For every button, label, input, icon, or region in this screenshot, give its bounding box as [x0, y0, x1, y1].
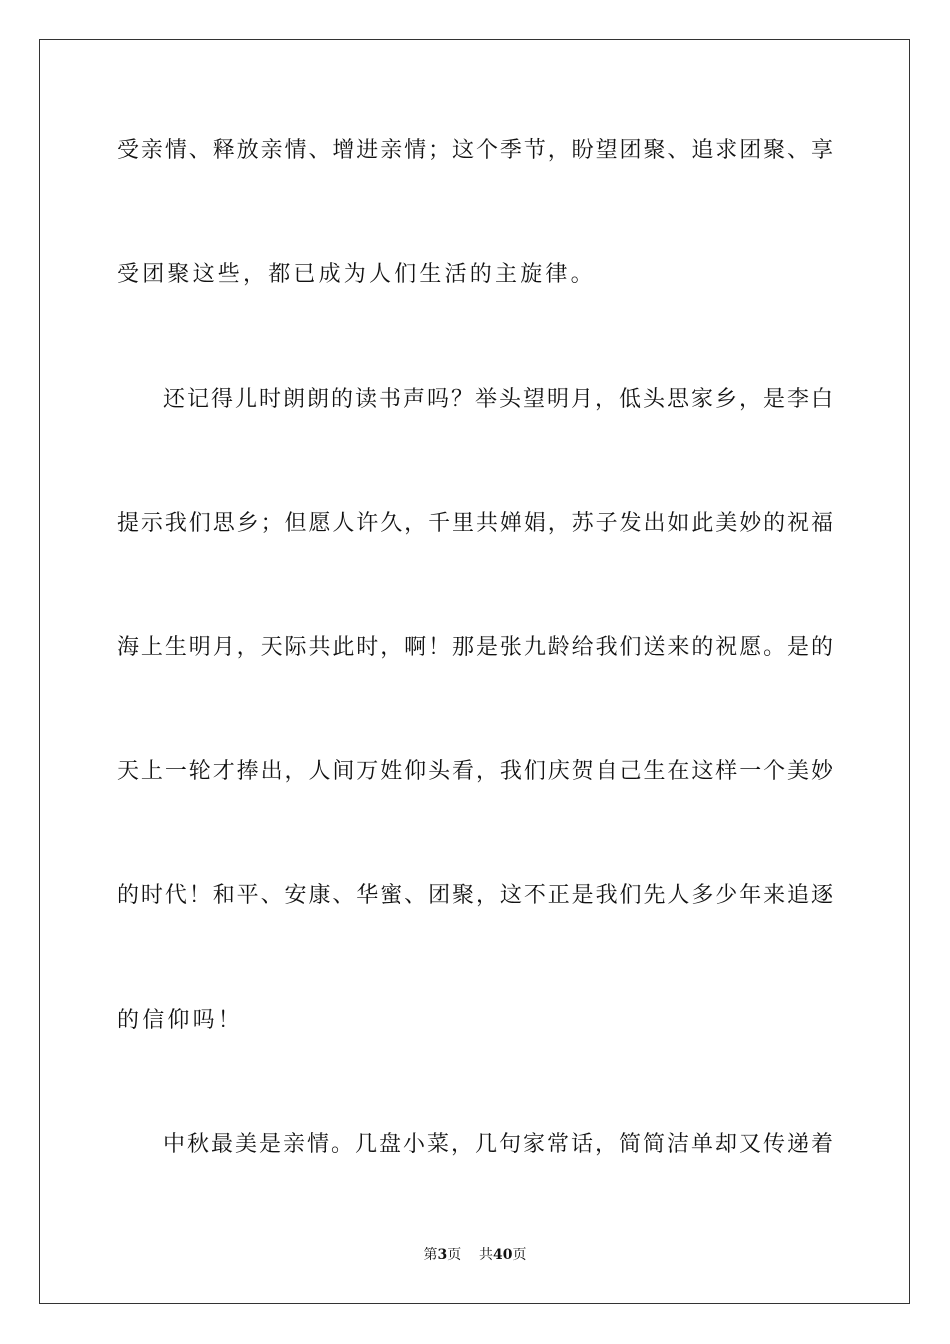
body-line-7: 的时代！和平、安康、华蜜、团聚，这不正是我们先人多少年来追逐 — [117, 883, 833, 908]
page-number: 3 — [437, 1247, 448, 1263]
body-line-1: 受亲情、释放亲情、增进亲情；这个季节，盼望团聚、追求团聚、享 — [117, 138, 833, 163]
body-line-2: 受团聚这些，都已成为人们生活的主旋律。 — [117, 262, 596, 287]
body-line-3: 还记得儿时朗朗的读书声吗？举头望明月，低头思家乡，是李白 — [163, 387, 833, 412]
total-prefix: 共 — [479, 1247, 494, 1263]
body-line-8: 的信仰吗！ — [117, 1008, 244, 1033]
page-suffix: 页 — [447, 1247, 462, 1263]
total-suffix: 页 — [512, 1247, 527, 1263]
page-footer — [0, 1246, 950, 1264]
body-line-5: 海上生明月，天际共此时，啊！那是张九龄给我们送来的祝愿。是的 — [117, 635, 833, 660]
body-line-6: 天上一轮才捧出，人间万姓仰头看，我们庆贺自己生在这样一个美妙 — [117, 759, 833, 784]
body-line-9: 中秋最美是亲情。几盘小菜，几句家常话，简简洁单却又传递着 — [163, 1132, 833, 1157]
body-line-4: 提示我们思乡；但愿人许久，千里共婵娟，苏子发出如此美妙的祝福 — [117, 511, 833, 536]
page-prefix: 第 — [423, 1247, 438, 1263]
page-border — [39, 39, 910, 1304]
total-pages: 40 — [493, 1247, 513, 1263]
